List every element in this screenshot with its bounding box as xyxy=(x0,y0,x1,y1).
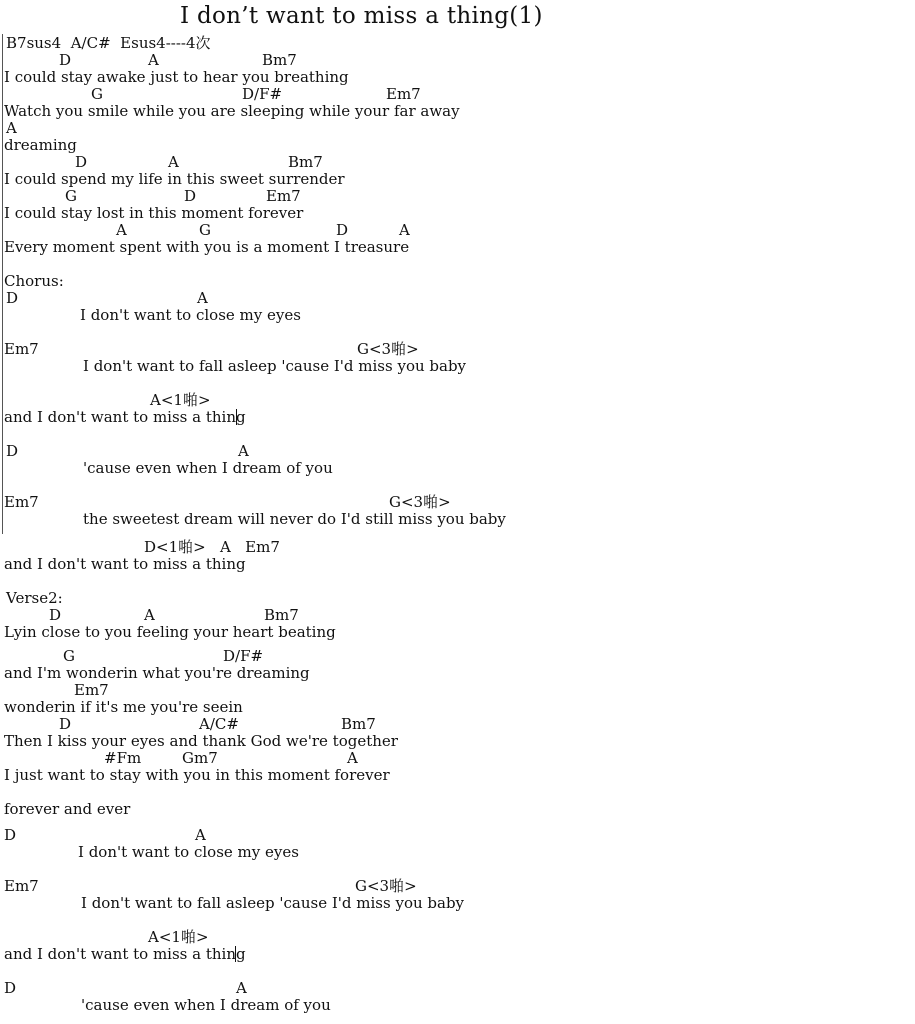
chord-label: G<3啪> xyxy=(357,340,419,358)
chord-label: D xyxy=(75,153,88,171)
lyric-line: I just want to stay with you in this moment forever xyxy=(4,766,390,784)
lyric-line: I don't want to fall asleep 'cause I'd miss you baby xyxy=(83,357,467,375)
lyric-line: forever and ever xyxy=(4,800,131,818)
chord-label: Em7 xyxy=(74,681,109,699)
lyric-line: dreaming xyxy=(4,136,77,154)
chord-label: #Fm xyxy=(104,749,142,767)
chord-label: A/C# xyxy=(199,715,239,733)
chord-label: A xyxy=(236,979,247,997)
chord-label: Bm7 xyxy=(264,606,299,624)
lyric-line: Watch you smile while you are sleeping while your far away xyxy=(4,102,460,120)
lyric-line: Chorus: xyxy=(4,272,64,290)
lyric-line: I don't want to close my eyes xyxy=(78,843,299,861)
chord-label: A xyxy=(347,749,358,767)
chord-label: D xyxy=(59,51,72,69)
chord-label: A xyxy=(6,119,17,137)
chord-label: G xyxy=(199,221,211,239)
chord-label: Em7 xyxy=(4,877,39,895)
chord-label: G<3啪> xyxy=(389,493,451,511)
chord-label: A xyxy=(168,153,179,171)
chord-label: D xyxy=(6,289,19,307)
chord-label: D xyxy=(49,606,62,624)
chord-label: A xyxy=(144,606,155,624)
chord-label: Em7 xyxy=(266,187,301,205)
lyric-line: I could stay lost in this moment forever xyxy=(4,204,304,222)
chord-label: D xyxy=(184,187,197,205)
chord-label: G xyxy=(65,187,77,205)
chord-label: D/F# xyxy=(242,85,283,103)
left-margin-rule xyxy=(2,34,3,534)
lyric-line: 'cause even when I dream of you xyxy=(83,459,333,477)
lyric-line: the sweetest dream will never do I'd still miss you baby xyxy=(83,510,506,528)
chord-label: Bm7 xyxy=(288,153,323,171)
chord-label: D<1啪> A Em7 xyxy=(144,538,280,556)
chord-label: Gm7 xyxy=(182,749,218,767)
chord-label: D xyxy=(4,826,17,844)
lyric-line: 'cause even when I dream of you xyxy=(81,996,331,1014)
lyric-line: I could spend my life in this sweet surrender xyxy=(4,170,345,188)
chord-label: D xyxy=(6,442,19,460)
lyric-line: wonderin if it's me you're seein xyxy=(4,698,243,716)
chord-label: G xyxy=(91,85,103,103)
chord-label: A xyxy=(238,442,249,460)
chord-label: A<1啪> xyxy=(148,928,209,946)
lyric-line: and I don't want to miss a thing xyxy=(4,945,246,963)
lyric-line: I don't want to fall asleep 'cause I'd miss you baby xyxy=(81,894,465,912)
page-title: I don’t want to miss a thing(1) xyxy=(180,3,543,29)
chord-label: G xyxy=(63,647,75,665)
lyric-line: Every moment spent with you is a moment I treasure xyxy=(4,238,410,256)
chord-label: Bm7 xyxy=(262,51,297,69)
chord-label: A xyxy=(195,826,206,844)
lyric-line: and I'm wonderin what you're dreaming xyxy=(4,664,310,682)
lyric-line: Lyin close to you feeling your heart beating xyxy=(4,623,336,641)
chord-label: A xyxy=(148,51,159,69)
chord-label: Bm7 xyxy=(341,715,376,733)
lyric-line: B7sus4 A/C# Esus4----4次 xyxy=(6,34,211,52)
chord-label: D xyxy=(59,715,72,733)
lyric-line: I don't want to close my eyes xyxy=(80,306,301,324)
chord-label: D xyxy=(4,979,17,997)
chord-label: Em7 xyxy=(4,340,39,358)
lyric-line: and I don't want to miss a thing xyxy=(4,555,246,573)
lyric-line: and I don't want to miss a thing xyxy=(4,408,246,426)
chord-label: A xyxy=(399,221,410,239)
chord-label: D xyxy=(336,221,349,239)
lyric-line: I could stay awake just to hear you breathing xyxy=(4,68,349,86)
chord-label: D/F# xyxy=(223,647,264,665)
chord-label: A<1啪> xyxy=(150,391,211,409)
lyric-line: Then I kiss your eyes and thank God we're together xyxy=(4,732,398,750)
chord-label: A xyxy=(116,221,127,239)
chord-label: Em7 xyxy=(386,85,421,103)
chord-label: G<3啪> xyxy=(355,877,417,895)
chord-label: A xyxy=(197,289,208,307)
chord-label: Em7 xyxy=(4,493,39,511)
lyric-line: Verse2: xyxy=(6,589,63,607)
